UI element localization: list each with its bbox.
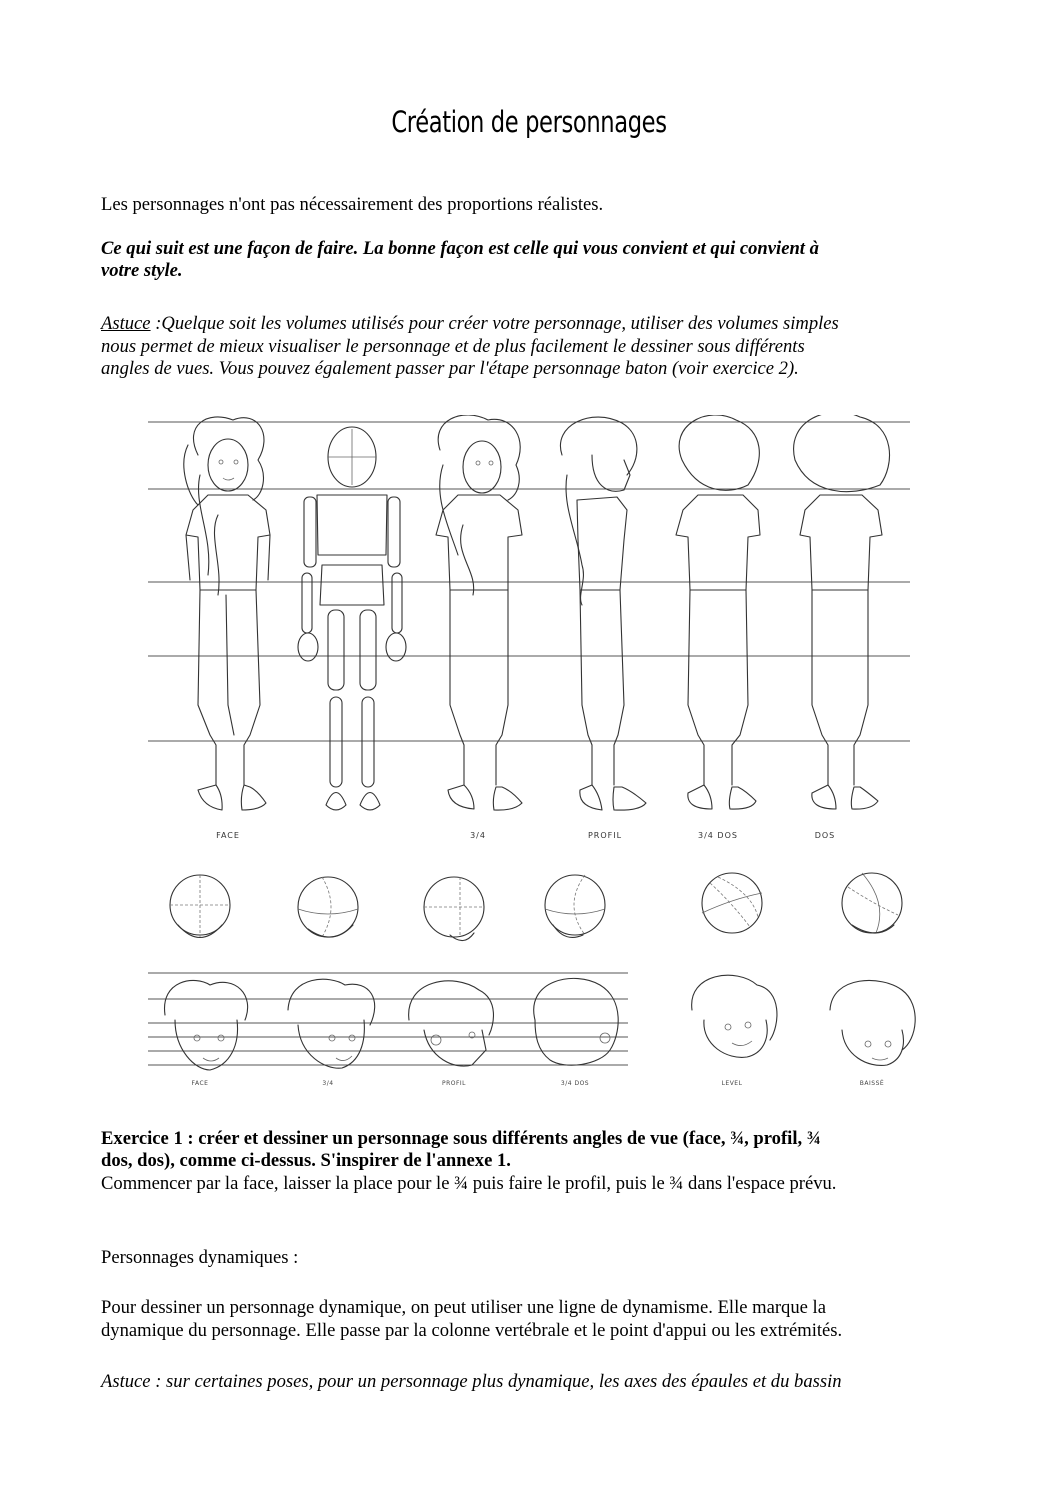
tip-paragraph-line-1 xyxy=(101,313,961,335)
view-label-back: DOS xyxy=(814,831,836,840)
method-note-line-2: votre style. xyxy=(101,260,183,281)
head-construction-spheres xyxy=(170,873,902,941)
tip-label: Astuce xyxy=(101,313,151,334)
character-profile-view xyxy=(560,417,646,810)
view-label-three-quarter: 3/4 xyxy=(470,831,486,840)
character-three-quarter-back-view xyxy=(676,415,760,809)
exercise-1-line-1: Exercice 1 : créer et dessiner un personnage sous différents angles de vue (face, ¾, profil, ¾ xyxy=(101,1128,821,1149)
head-label-lowered: BAISSÉ xyxy=(859,1080,885,1087)
head-label-three-quarter-back: 3/4 DOS xyxy=(560,1080,590,1087)
tip-paragraph-line-2: nous permet de mieux visualiser le personnage et de plus facilement le dessiner sous différents xyxy=(101,336,805,357)
dynamic-paragraph-line-2: dynamique du personnage. Elle passe par la colonne vertébrale et le point d'appui ou les extrémités. xyxy=(101,1320,843,1341)
character-three-quarter-view xyxy=(436,415,522,810)
view-label-profile: PROFIL xyxy=(587,831,623,840)
head-label-level: LEVEL xyxy=(721,1080,743,1087)
view-label-three-quarter-back: 3/4 DOS xyxy=(698,831,738,840)
head-turnaround-guides xyxy=(148,973,628,1065)
head-label-three-quarter: 3/4 xyxy=(322,1080,334,1087)
character-turnaround-figure xyxy=(140,415,920,1105)
page-title: Création de personnages xyxy=(391,105,667,139)
exercise-1-line-2: dos, dos), comme ci-dessus. S'inspirer de l'annexe 1. xyxy=(101,1150,511,1171)
dynamic-paragraph-line-1: Pour dessiner un personnage dynamique, on peut utiliser une ligne de dynamisme. Elle marque la xyxy=(101,1297,826,1318)
mannequin-view xyxy=(298,427,406,810)
exercise-1-instructions: Commencer par la face, laisser la place pour le ¾ puis faire le profil, puis le ¾ dans l'espace prévu. xyxy=(101,1173,837,1194)
character-face-view xyxy=(184,417,270,810)
head-label-profile: PROFIL xyxy=(441,1080,467,1087)
dynamic-heading: Personnages dynamiques : xyxy=(101,1247,299,1268)
view-label-face: FACE xyxy=(216,831,240,840)
tip-2-paragraph: Astuce : sur certaines poses, pour un personnage plus dynamique, les axes des épaules et du bassin xyxy=(101,1371,842,1392)
tip-text-1: :Quelque soit les volumes utilisés pour créer votre personnage, utiliser des volumes simples xyxy=(150,313,839,334)
character-back-view xyxy=(794,415,890,809)
head-label-face: FACE xyxy=(191,1080,209,1087)
method-note-line-1: Ce qui suit est une façon de faire. La bonne façon est celle qui vous convient et qui convient à xyxy=(101,238,819,259)
intro-paragraph: Les personnages n'ont pas nécessairement des proportions réalistes. xyxy=(101,194,604,215)
tip-paragraph-line-3: angles de vues. Vous pouvez également passer par l'étape personnage baton (voir exercice 2). xyxy=(101,358,799,379)
